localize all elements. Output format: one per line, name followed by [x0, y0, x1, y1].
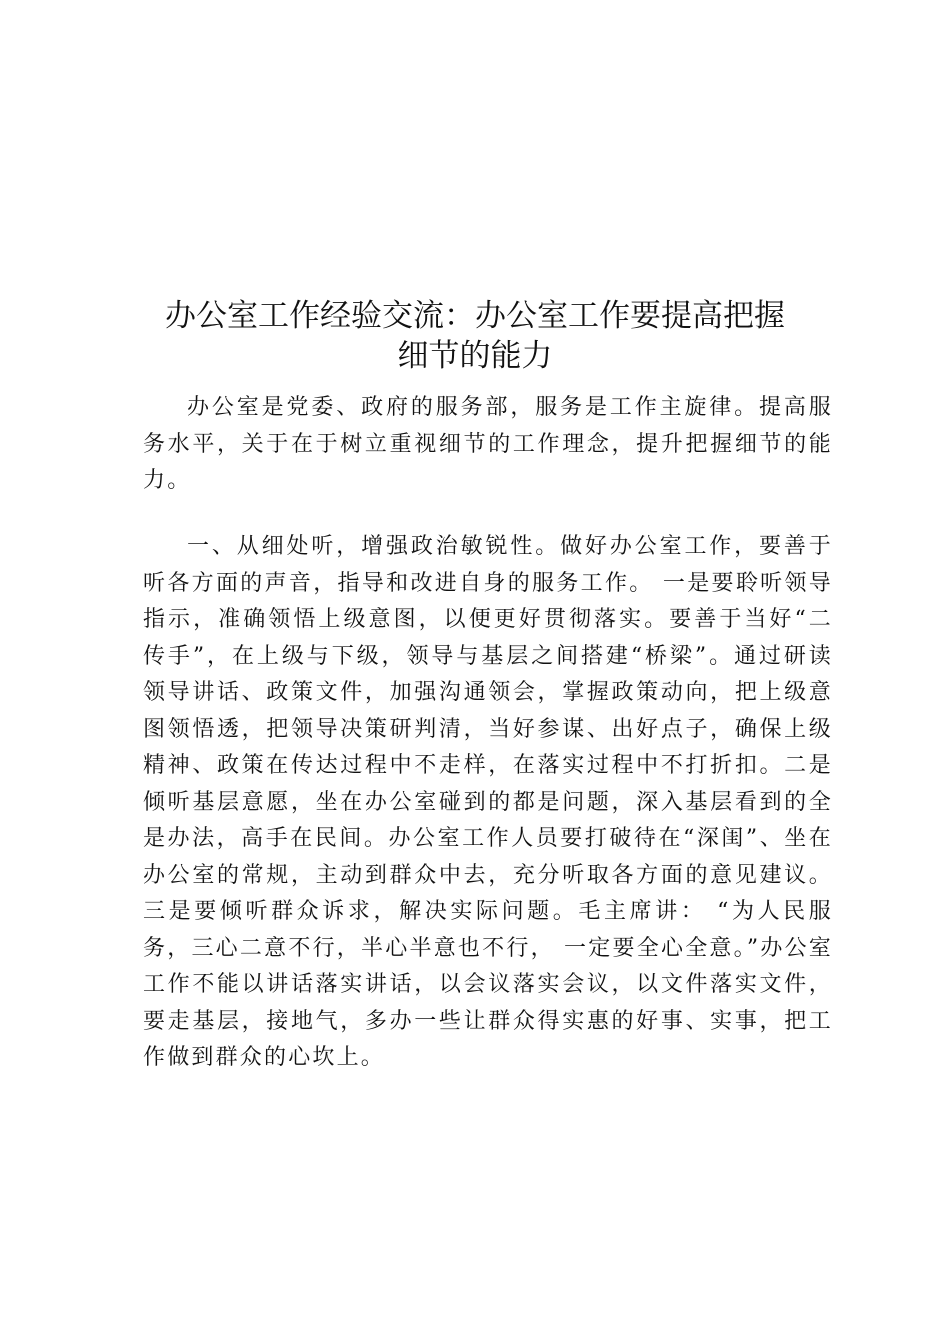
paragraph-section-one: 一、从细处听，增强政治敏锐性。做好办公室工作，要善于听各方面的声音，指导和改进自身的服务工作。 一是要聆听领导指示，准确领悟上级意图，以便更好贯彻落实。要善于当好“二传手”，在上级与下级，领导与基层之间搭建“桥梁”。通过研读领导讲话、政策文件，加强沟通领会，掌握政策动向，把上级意图领悟透，把领导决策研判清，当好参谋、出好点子，确保上级精神、政策在传达过程中不走样，在落实过程中不打折扣。二是倾听基层意愿，坐在办公室碰到的都是问题，深入基层看到的全是办法，高手在民间。办公室工作人员要打破待在“深闺”、坐在办公室的常规，主动到群众中去，充分听取各方面的意见建议。三是要倾听群众诉求，解决实际问题。毛主席讲： “为人民服务，三心二意不行，半心半意也不行， 一定要全心全意。”办公室工作不能以讲话落实讲话，以会议落实会议，以文件落实文件，要走基层，接地气，多办一些让群众得实惠的好事、实事，把工作做到群众的心坎上。: [143, 534, 833, 1070]
paragraph-intro: 办公室是党委、政府的服务部，服务是工作主旋律。提高服务水平，关于在于树立重视细节的工作理念，提升把握细节的能力。: [143, 395, 833, 493]
title-line-2: 细节的能力: [397, 338, 553, 374]
title-line-1: 办公室工作经验交流：办公室工作要提高把握: [165, 298, 785, 334]
document-title: [120, 296, 830, 376]
